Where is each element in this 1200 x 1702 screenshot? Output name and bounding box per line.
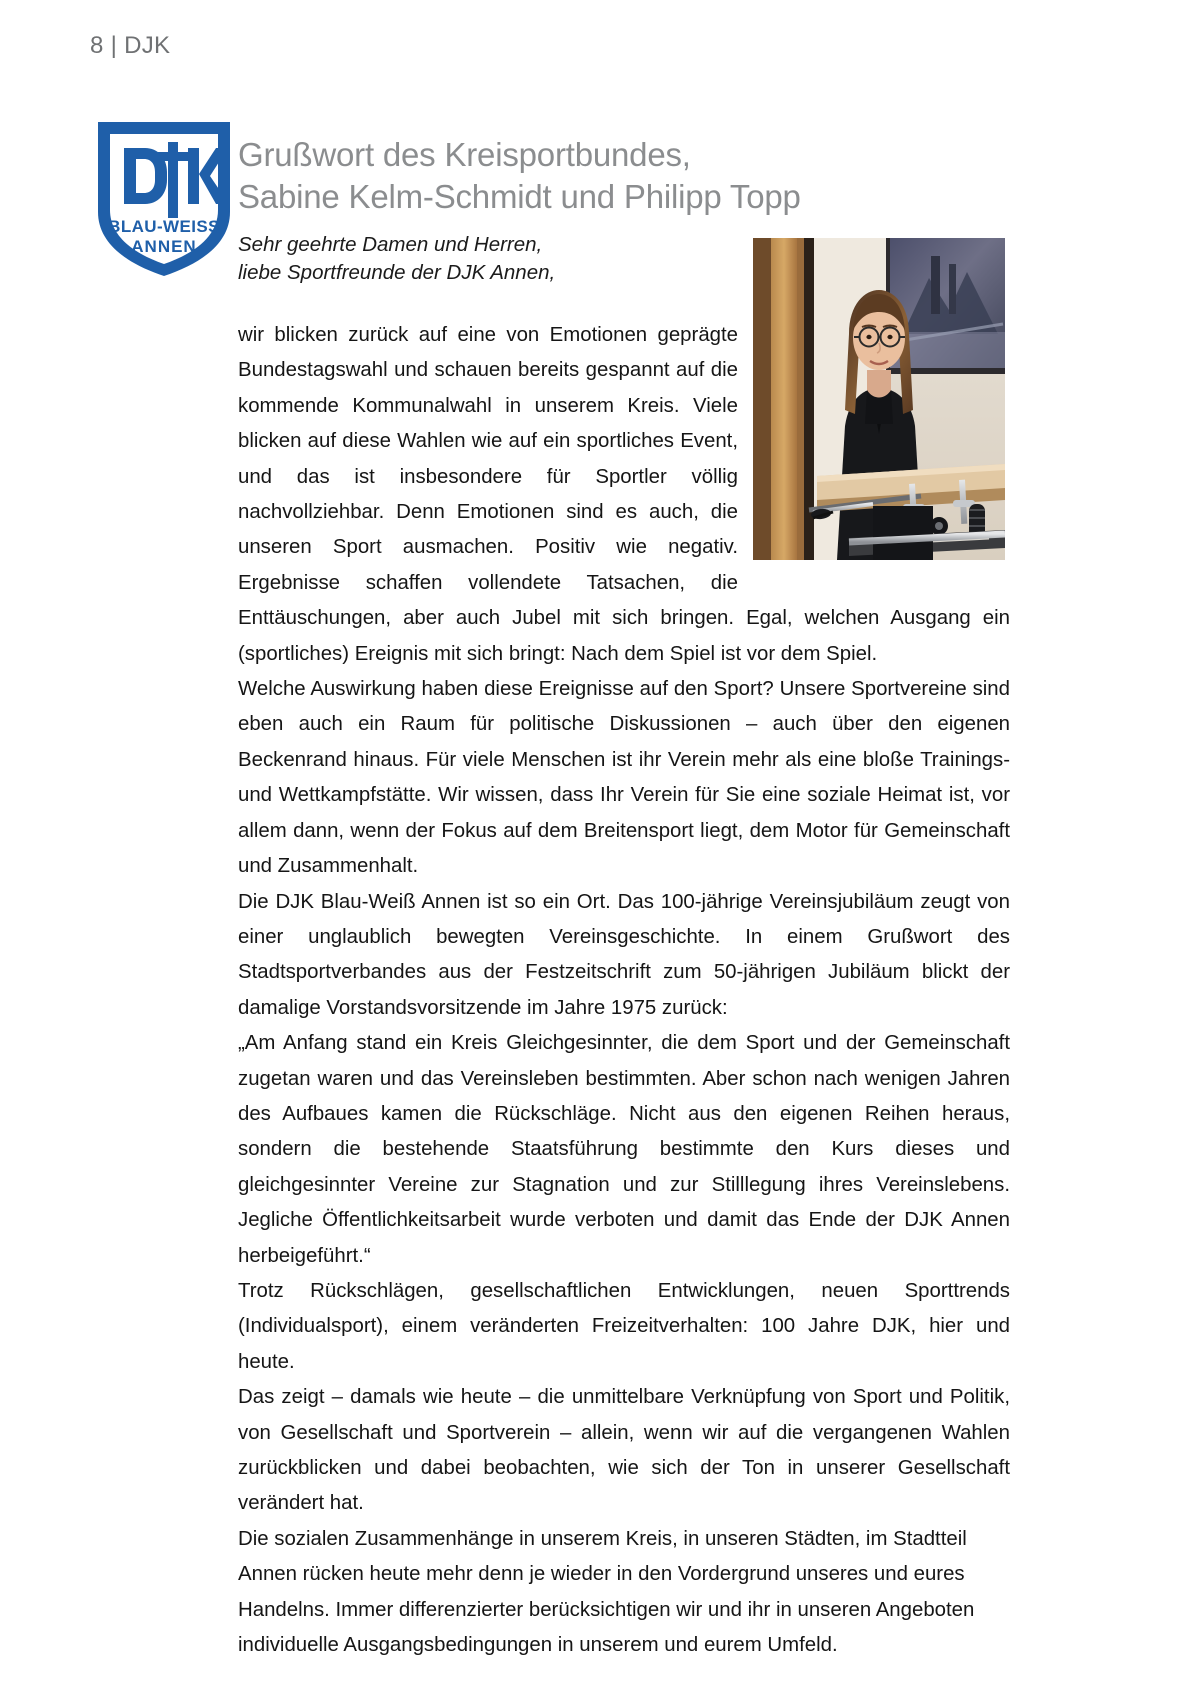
salutation-line-2: liebe Sportfreunde der DJK Annen, <box>238 261 556 284</box>
photo-text-wrap-spacer <box>738 318 1010 570</box>
article-headline <box>238 134 978 218</box>
body-paragraph-quote: „Am Anfang stand ein Kreis Gleichgesinnter, die dem Sport und der Gemeinschaft zugetan waren und das Vereinsleben bestimmten. Aber schon nach wenigen Jahren des Aufbaues kamen die Rückschläge. Nicht aus den eigenen Reihen heraus, sondern die bestehende Staatsführung bestimmte den Kurs dieses und gleichgesinnter Vereine zur Stagnation und zur Stilllegung ihres Vereinslebens. Jegliche Öffentlichkeitsarbeit wurde verboten und damit das Ende der DJK Annen herbeigeführt.“ <box>238 1032 1010 1267</box>
page-folio: 8 | DJK <box>90 32 171 59</box>
svg-text:ANNEN: ANNEN <box>131 237 197 256</box>
headline-line-1: Grußwort des Kreisportbundes, <box>238 136 691 174</box>
body-paragraph-7: Die sozialen Zusammenhänge in unserem Kreis, in unseren Städten, im Stadtteil Annen rücken heute mehr denn je wieder in den Vordergrund unseres und eures Handelns. Immer differenzierter berücksichtigen wir und ihr in unseren Angeboten individuelle Ausgangsbedingungen in unserem und eurem Umfeld. <box>238 1527 975 1657</box>
body-paragraph-3: Die DJK Blau-Weiß Annen ist so ein Ort. Das 100-jährige Vereinsjubiläum zeugt von einer unglaublich bewegten Vereinsgeschichte. In einem Grußwort des Stadtsportverbandes aus der Festzeitschrift zum 50-jährigen Jubiläum blickt der damalige Vorstandsvorsitzende im Jahre 1975 zurück: <box>238 890 1010 1019</box>
club-logo <box>88 108 240 280</box>
article-body <box>238 318 1010 1663</box>
svg-text:BLAU-WEISS: BLAU-WEISS <box>108 217 220 236</box>
body-paragraph-5: Trotz Rückschlägen, gesellschaftlichen Entwicklungen, neuen Sporttrends (Individualsport), einem veränderten Freizeitverhalten: 100 Jahre DJK, hier und heute. <box>238 1279 1010 1373</box>
body-paragraph-2: Welche Auswirkung haben diese Ereignisse auf den Sport? Unsere Sportvereine sind eben auch ein Raum für politische Diskussionen – auch über den eigenen Beckenrand hinaus. Für viele Menschen ist ihr Verein mehr als eine bloße Trainings- und Wettkampfstätte. Wir wissen, dass Ihr Verein für Sie eine soziale Heimat ist, vor allem dann, wenn der Fokus auf dem Breitensport liegt, dem Motor für Gemeinschaft und Zusammenhalt. <box>238 678 1010 878</box>
salutation-line-1: Sehr geehrte Damen und Herren, <box>238 233 543 256</box>
body-paragraph-1: wir blicken zurück auf eine von Emotionen geprägte Bundestagswahl und schauen bereits gespannt auf die kommende Kommunalwahl in unserem Kreis. Viele blicken auf diese Wahlen wie auf ein sportliches Event, und das ist insbesondere für Sportler völlig nachvollziehbar. Denn Emotionen sind es auch, die unseren Sport ausmachen. Positiv wie negativ. Ergebnisse schaffen vollendete Tatsachen, die Enttäuschungen, aber auch Jubel mit sich bringen. Egal, welchen Ausgang ein (sportliches) Ereignis mit sich bringt: Nach dem Spiel ist vor dem Spiel. <box>238 324 1010 665</box>
headline-line-2: Sabine Kelm-Schmidt und Philipp Topp <box>238 178 801 216</box>
body-paragraph-6: Das zeigt – damals wie heute – die unmittelbare Verknüpfung von Sport und Politik, von Gesellschaft und Sportverein – allein, wenn wir auf die vergangenen Wahlen zurückblicken und dabei beobachten, wie sich der Ton in unserer Gesellschaft verändert hat. <box>238 1386 1010 1515</box>
salutation <box>238 231 738 287</box>
